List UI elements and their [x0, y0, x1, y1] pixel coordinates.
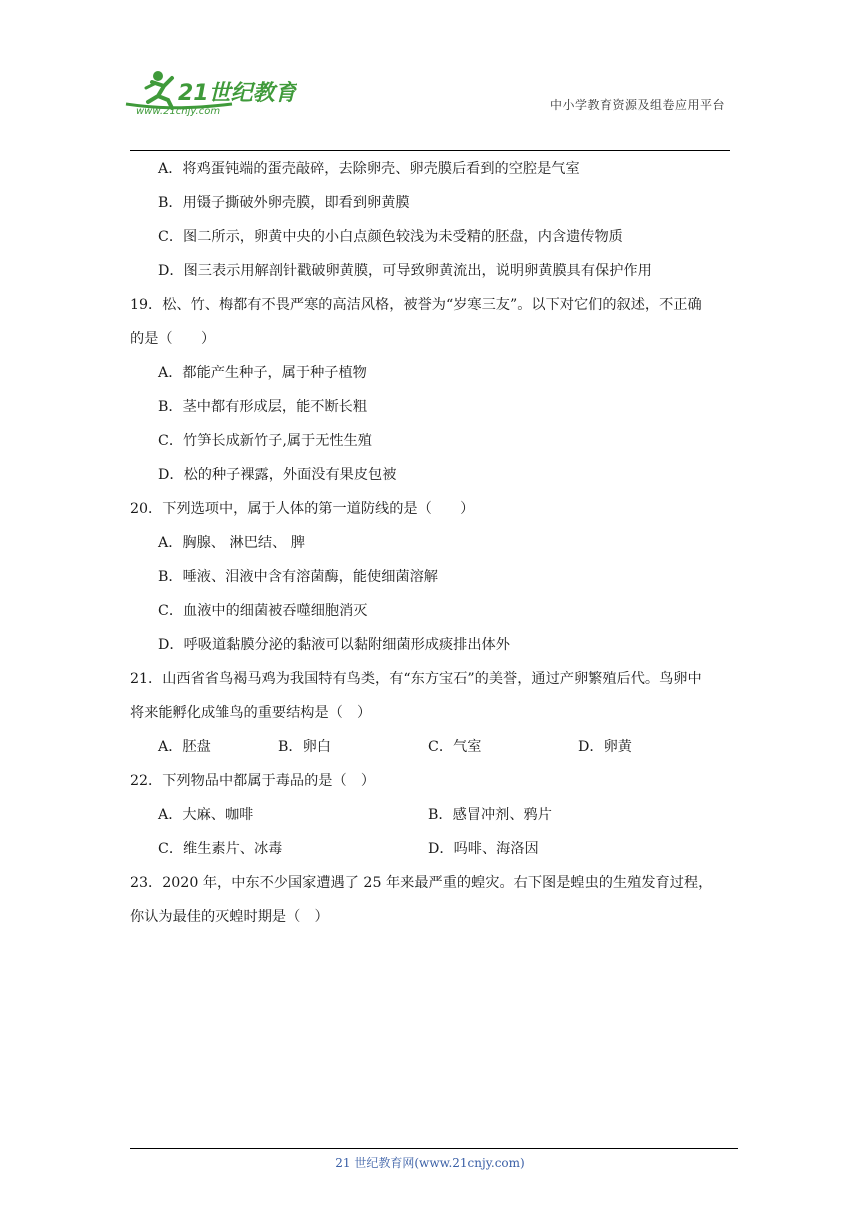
q19-option-c: C．竹笋长成新竹子,属于无性生殖 — [158, 433, 372, 449]
svg-text:21世纪教育: 21世纪教育 — [178, 81, 297, 106]
q21-option-b: B．卵白 — [278, 739, 331, 755]
q18-option-d: D．图三表示用解剖针戳破卵黄膜，可导致卵黄流出，说明卵黄膜具有保护作用 — [158, 263, 652, 279]
q20-option-b: B．唾液、泪液中含有溶菌酶，能使细菌溶解 — [158, 569, 438, 585]
q23-stem-line2: 你认为最佳的灭蝗时期是（ ） — [130, 909, 329, 925]
q18-option-b: B．用镊子撕破外卵壳膜，即看到卵黄膜 — [158, 195, 410, 211]
q22-option-c: C．维生素片、冰毒 — [158, 841, 283, 857]
page-header — [0, 0, 860, 160]
q19-stem-line2: 的是（ ） — [130, 331, 216, 347]
q21-stem-line1: 21．山西省省鸟褐马鸡为我国特有鸟类，有“东方宝石”的美誉，通过产卵繁殖后代。鸟卵中 — [130, 671, 702, 687]
q22-option-b: B．感冒冲剂、鸦片 — [428, 807, 552, 823]
footer-link[interactable]: 21 世纪教育网(www.21cnjy.com) — [335, 1156, 525, 1170]
q23-stem-line1: 23．2020 年，中东不少国家遭遇了 25 年来最严重的蝗灾。右下图是蝗虫的生殖发育过程， — [130, 875, 713, 891]
q19-option-b: B．茎中都有形成层，能不断长粗 — [158, 399, 368, 415]
footer-rule — [130, 1148, 738, 1149]
q20-option-d: D．呼吸道黏膜分泌的黏液可以黏附细菌形成痰排出体外 — [158, 637, 510, 653]
svg-text:www.21cnjy.com: www.21cnjy.com — [136, 106, 221, 117]
platform-name: 中小学教育资源及组卷应用平台 — [549, 98, 725, 112]
header-rule — [130, 150, 730, 151]
q22-stem: 22．下列物品中都属于毒品的是（ ） — [130, 773, 376, 789]
q22-option-d: D．吗啡、海洛因 — [428, 841, 539, 857]
q19-stem-line1: 19．松、竹、梅都有不畏严寒的高洁风格，被誉为“岁寒三友”。以下对它们的叙述，不正确 — [130, 297, 702, 313]
q21-stem-line2: 将来能孵化成雏鸟的重要结构是（ ） — [130, 705, 372, 721]
q18-option-a: A．将鸡蛋钝端的蛋壳敲碎，去除卵壳、卵壳膜后看到的空腔是气室 — [158, 161, 580, 177]
q21-option-a: A．胚盘 — [158, 739, 211, 755]
q21-option-c: C．气室 — [428, 739, 482, 755]
q20-stem: 20．下列选项中，属于人体的第一道防线的是（ ） — [130, 501, 475, 517]
q19-option-a: A．都能产生种子，属于种子植物 — [158, 365, 367, 381]
q21-option-d: D．卵黄 — [578, 739, 632, 755]
q20-option-a: A．胸腺、 淋巴结、 脾 — [158, 535, 305, 551]
q22-option-a: A．大麻、咖啡 — [158, 807, 254, 823]
q19-option-d: D．松的种子裸露，外面没有果皮包被 — [158, 467, 397, 483]
site-logo — [122, 64, 297, 120]
q18-option-c: C．图二所示，卵黄中央的小白点颜色较浅为未受精的胚盘，内含遗传物质 — [158, 229, 623, 245]
q20-option-c: C．血液中的细菌被吞噬细胞消灭 — [158, 603, 368, 619]
